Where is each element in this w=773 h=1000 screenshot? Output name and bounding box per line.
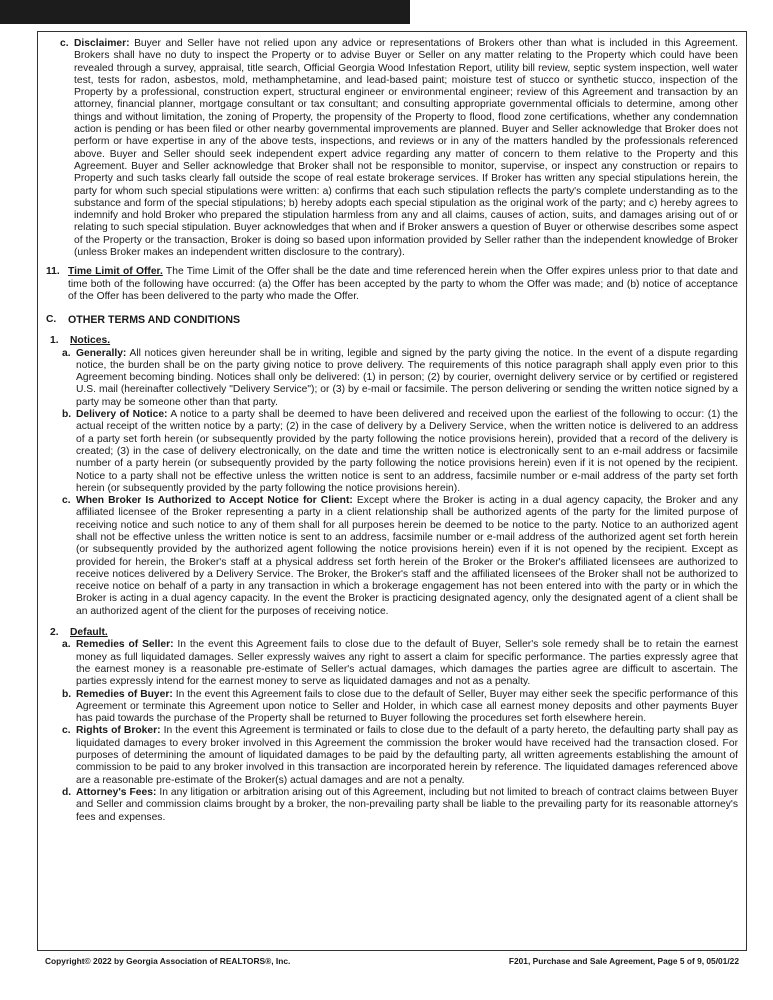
disclaimer-paragraph bbox=[60, 38, 738, 259]
notices-number: 1. bbox=[50, 335, 59, 347]
disclaimer-text: Buyer and Seller have not relied upon any advice or representations of Brokers other than what is included in this Agreement. Brokers shall have no duty to inspect the Property or to advise Buyer or Seller on any matter relating to the Property which could have been revealed through a survey, appraisal, title search, Official Georgia Wood Infestation Report, utility bill review, septic system inspection, well water test, tests for radon, asbestos, mold, methamphetamine, and lead-based paint; moisture test of stucco or synthetic stucco, inspection of the Property by a professional, construction expert, structural engineer or environmental engineer; review of this Agreement and transaction by an attorney, financial planner, mortgage consultant or tax consultant; and consulting appropriate governmental officials to determine, among other things and without limitation, the zoning of Property, the propensity of the Property to flood, flood zone certifications, whether any condemnation action is pending or has been filed or other nearby governmental improvements are planned. Buyer and Seller acknowledge that Broker does not perform or have expertise in any of the above tests, inspections, and reviews or in any of the matters handled by the professionals referenced above. Buyer and Seller should seek independent expert advice regarding any matter of concern to them relative to the Property and this Agreement. Buyer and Seller acknowledge that Broker shall not be responsible to monitor, supervise, or inspect any construction or repairs to Property and such tasks clearly fall outside the scope of real estate brokerage services. If Broker has written any special stipulations herein, the party for whom such special stipulations were written: a) confirms that each such stipulation reflects the party's complete understanding as to the substance and form of the special stipulations; b) hereby adopts each special stipulation as the original work of the party; and c) hereby agrees to indemnify and hold Broker who prepared the stipulation harmless from any and all claims, causes of action, suits, and damages arising out of or relating to such special stipulation. Buyer acknowledges that when and if Broker answers a question of Buyer or otherwise describes some aspect of the Property or the transaction, Broker is doing so based upon information provided by Seller rather than the independent knowledge of Broker (unless Broker makes an independent written disclosure to the contrary). bbox=[74, 38, 738, 259]
default-number: 2. bbox=[50, 627, 59, 639]
default-title: Default. bbox=[70, 627, 108, 639]
item-label: b. bbox=[62, 688, 72, 700]
item-text: A notice to a party shall be deemed to have been delivered and received upon the earliest of the following to occur: (1) the actual receipt of the written notice by a party; (2) in the case of delivery by a Delivery Service, when the written notice is delivered to an address of a party set forth herein (or subsequently provided by the party following the notice provisions herein), provided that a record of the delivery is created; (3) in the case of delivery electronically, on the date and time the written notice is electronically sent to an e-mail address or facsimile number of a party herein (or subsequently provided by the party following the notice provisions herein) even if it is not opened by the recipient. Notice to a party shall not be effective unless the written notice is sent to an address, facsimile number or e-mail address of the party set forth herein (or subsequently provided by the party following the notice provisions herein). bbox=[76, 409, 738, 494]
time-limit-number: 11. bbox=[46, 266, 60, 278]
time-limit-paragraph bbox=[46, 266, 738, 303]
section-title: OTHER TERMS AND CONDITIONS bbox=[68, 314, 241, 327]
time-limit-text: The Time Limit of the Offer shall be the date and time referenced herein when the Offer expires unless prior to that date and time both of the following have occurred: (a) the Offer has been accepted by the party to whom the Offer was made; and (b) notice of acceptance of the Offer has been delivered to the party who made the Offer. bbox=[68, 266, 738, 302]
item-label: c. bbox=[62, 495, 71, 507]
section-heading bbox=[46, 314, 738, 327]
page-footer bbox=[37, 952, 747, 970]
item-text: In any litigation or arbitration arising out of this Agreement, including but not limited to breach of contract claims between Buyer and Seller and commission claims brought by a broker, the non-prevailing party shall be liable to the prevailing party for its reasonable attorney's fees and expenses. bbox=[76, 786, 738, 823]
time-limit-title: Time Limit of Offer. bbox=[68, 266, 163, 278]
default-item-c bbox=[62, 725, 738, 786]
notices-item-b bbox=[62, 409, 738, 495]
item-label: a. bbox=[62, 347, 71, 359]
scan-edge-bar bbox=[0, 0, 410, 24]
default-item-d bbox=[62, 787, 738, 824]
item-title: Attorney's Fees: bbox=[76, 786, 157, 798]
disclaimer-label: c. bbox=[60, 38, 69, 49]
notices-item-a bbox=[62, 348, 738, 409]
document-page bbox=[37, 31, 747, 951]
disclaimer-title: Disclaimer: bbox=[74, 38, 130, 49]
item-text: All notices given hereunder shall be in writing, legible and signed by the party giving the notice. In the event of a dispute regarding notice, the burden shall be on the party giving notice to prove delivery. The requirements of this notice paragraph shall apply even prior to this Agreement becoming binding. Notices shall only be delivered: (1) in person; (2) by courier, overnight delivery service or by certified or registered U.S. mail (hereinafter collectively "Delivery Service"); or (3) by e-mail or facsimile. The person delivering or sending the written notice signed by a party may be someone other than that party. bbox=[76, 347, 739, 408]
item-title: When Broker Is Authorized to Accept Notice for Client: bbox=[76, 495, 353, 507]
footer-form-id: F201, Purchase and Sale Agreement, Page 5 of 9, 05/01/22 bbox=[508, 956, 739, 966]
item-title: Remedies of Seller: bbox=[76, 639, 174, 651]
item-text: In the event this Agreement is terminated or fails to close due to the default of a party hereto, the defaulting party shall pay as liquidated damages to every broker involved in this Agreement the commission the broker would have received had the transaction closed. For purposes of determining the amount of liquidated damages to be paid by the defaulting party, all written agreements establishing the amount of commission to be paid to any broker involved in this transaction are incorporated herein by reference. The liquidated damages referenced above are a reasonable pre-estimate of the Broker(s) actual damages and are not a penalty. bbox=[76, 725, 738, 786]
item-text: Except where the Broker is acting in a dual agency capacity, the Broker and any affiliated licensee of the Broker representing a party in a client relationship shall be authorized agents of the party for the limited purpose of receiving notice and such notice to any of them shall for all purposes herein be deemed to be notice to the party. Notice to an authorized agent shall not be effective unless the written notice is sent to an address, facsimile number or e-mail address of the authorized agent set forth herein (or subsequently provided by the authorized agent following the notice provisions herein) even if it is not opened by the recipient. Except as provided for herein, the Broker's staff at a physical address set forth herein of the Broker or the Broker's affiliated licensees are authorized to receive notices delivered by a Delivery Service. The Broker, the Broker's staff and the affiliated licensees of the Broker shall not be authorized to receive notice on behalf of a party in any transaction in which a brokerage engagement has not been entered into with the party or in which the Broker is acting in a dual agency capacity. In the event the Broker is practicing designated agency, only the designated agent of a client shall be an authorized agent of the client for the purposes of receiving notice. bbox=[76, 495, 738, 617]
item-title: Generally: bbox=[76, 347, 127, 359]
item-label: c. bbox=[62, 725, 71, 737]
item-label: d. bbox=[62, 786, 72, 798]
default-heading bbox=[46, 627, 738, 639]
item-text: In the event this Agreement fails to close due to the default of Seller, Buyer may either seek the specific performance of this Agreement or terminate this Agreement upon notice to Seller and Holder, in which case all earnest money deposits and other payments Buyer has paid towards the purchase of the Property shall be returned to Buyer following the procedures set forth elsewhere herein. bbox=[76, 688, 738, 725]
item-title: Rights of Broker: bbox=[76, 725, 161, 737]
default-item-a bbox=[62, 639, 738, 688]
notices-item-c bbox=[62, 495, 738, 618]
default-item-b bbox=[62, 689, 738, 726]
section-letter: C. bbox=[46, 314, 57, 326]
notices-title: Notices. bbox=[70, 335, 111, 347]
item-text: In the event this Agreement fails to close due to the default of Buyer, Seller's sole remedy shall be to retain the earnest money as full liquidated damages. Seller expressly waives any right to assert a claim for specific performance. The parties expressly agree that the earnest money is a reasonable pre-estimate of Seller's actual damages, which damages the parties agree are difficult to ascertain. The parties expressly intend for the earnest money to serve as liquidated damages and not as a penalty. bbox=[76, 639, 738, 688]
item-label: a. bbox=[62, 639, 71, 651]
item-title: Delivery of Notice: bbox=[76, 409, 168, 421]
notices-heading bbox=[46, 335, 738, 347]
footer-copyright: Copyright© 2022 by Georgia Association of REALTORS®, Inc. bbox=[45, 956, 291, 966]
item-label: b. bbox=[62, 409, 72, 421]
item-title: Remedies of Buyer: bbox=[76, 688, 173, 700]
